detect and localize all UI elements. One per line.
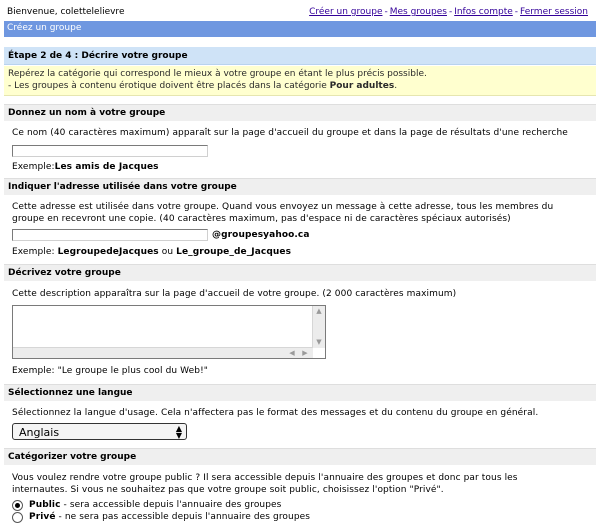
description-textarea[interactable] xyxy=(12,305,326,359)
create-group-bar xyxy=(4,21,596,37)
address-domain: @groupesyahoo.ca xyxy=(212,230,310,240)
address-section-title: Indiquer l'adresse utilisée dans votre groupe xyxy=(8,182,237,192)
account-info-link[interactable]: Infos compte xyxy=(454,7,513,17)
name-example-value: Les amis de Jacques xyxy=(54,162,159,172)
scroll-down-icon[interactable]: ▼ xyxy=(316,338,322,346)
private-label: Privé xyxy=(29,512,56,522)
name-help-text: Ce nom (40 caractères maximum) apparaît sur la page d'accueil du groupe et dans la page de résultats d'une recherche xyxy=(12,128,568,138)
step-title-bar xyxy=(4,47,596,65)
private-description: - ne sera pas accessible depuis l'annuaire des groupes xyxy=(55,512,311,522)
group-name-input[interactable] xyxy=(12,145,208,157)
notice-line-1: Repérez la catégorie qui correspond le mieux à votre groupe en étant le plus précis possible. xyxy=(8,69,427,79)
address-help-line-1: Cette adresse est utilisée dans votre groupe. Quand vous envoyez un message à cette adresse, tous les membres du xyxy=(12,202,554,212)
my-groups-link[interactable]: Mes groupes xyxy=(389,7,447,17)
language-section-title: Sélectionnez une langue xyxy=(8,388,133,398)
category-help-line-1: Vous voulez rendre votre groupe public ? Il sera accessible depuis l'annuaire des groupes et donc par tous les xyxy=(12,473,518,483)
top-bar xyxy=(4,6,596,20)
description-help-text: Cette description apparaîtra sur la page d'accueil de votre groupe. (2 000 caractères maximum) xyxy=(12,289,457,299)
category-section-heading xyxy=(4,448,596,465)
link-separator: - xyxy=(448,7,453,17)
language-section-heading xyxy=(4,384,596,401)
name-example-prefix: Exemple: xyxy=(12,162,55,172)
create-group-link[interactable]: Créer un groupe xyxy=(309,7,383,17)
address-example-1: LegroupedeJacques xyxy=(57,247,159,257)
create-group-bar-label: Créez un groupe xyxy=(7,23,82,33)
logout-link[interactable]: Fermer session xyxy=(520,7,588,17)
public-radio[interactable] xyxy=(12,500,23,511)
address-help-line-2: groupe en recevront une copie. (40 caractères maximum, pas d'espace ni de caractères spéciaux autorisés) xyxy=(12,214,511,224)
name-section-heading xyxy=(4,104,596,121)
category-help-line-2: internautes. Si vous ne souhaitez pas que votre groupe soit public, choisissez l'option "Privé". xyxy=(12,485,444,495)
address-example-or: ou xyxy=(158,247,177,257)
link-separator: - xyxy=(514,7,519,17)
notice-box xyxy=(4,66,596,96)
notice-line-2-text: - Les groupes à contenu érotique doivent être placés dans la catégorie xyxy=(8,81,330,91)
horizontal-scrollbar[interactable] xyxy=(13,347,313,358)
welcome-text: Bienvenue, colettelelievre xyxy=(7,7,125,17)
name-section-title: Donnez un nom à votre groupe xyxy=(8,108,166,118)
name-example xyxy=(12,162,159,172)
language-selected-value: Anglais xyxy=(19,426,60,439)
category-section-title: Catégorizer votre groupe xyxy=(8,452,137,462)
group-address-input[interactable] xyxy=(12,229,208,241)
scroll-right-icon[interactable]: ▶ xyxy=(302,349,308,357)
description-example: Exemple: "Le groupe le plus cool du Web!" xyxy=(12,366,209,376)
address-section-heading xyxy=(4,178,596,195)
vertical-scrollbar[interactable] xyxy=(312,306,325,348)
private-option xyxy=(29,512,310,522)
top-links xyxy=(309,7,588,17)
link-separator: - xyxy=(384,7,388,17)
adult-category-label: Pour adultes xyxy=(329,81,395,91)
language-help-text: Sélectionnez la langue d'usage. Cela n'affectera pas le format des messages et du contenu du groupe en général. xyxy=(12,408,539,418)
address-example-prefix: Exemple: xyxy=(12,247,58,257)
private-radio[interactable] xyxy=(12,512,23,523)
select-arrows-icon: ▲ ▼ xyxy=(175,424,182,440)
notice-line-2-suffix: . xyxy=(394,81,398,91)
scroll-left-icon[interactable]: ◀ xyxy=(289,349,295,357)
language-select[interactable] xyxy=(12,423,187,440)
public-option xyxy=(29,500,281,510)
notice-line-2 xyxy=(8,81,397,91)
scroll-up-icon[interactable]: ▲ xyxy=(316,307,322,315)
step-title: Étape 2 de 4 : Décrire votre groupe xyxy=(8,51,188,61)
description-section-title: Décrivez votre groupe xyxy=(8,268,121,278)
public-description: - sera accessible depuis l'annuaire des groupes xyxy=(60,500,282,510)
address-example-2: Le_groupe_de_Jacques xyxy=(176,247,292,257)
address-example xyxy=(12,247,291,257)
public-label: Public xyxy=(29,500,61,510)
description-section-heading xyxy=(4,264,596,281)
